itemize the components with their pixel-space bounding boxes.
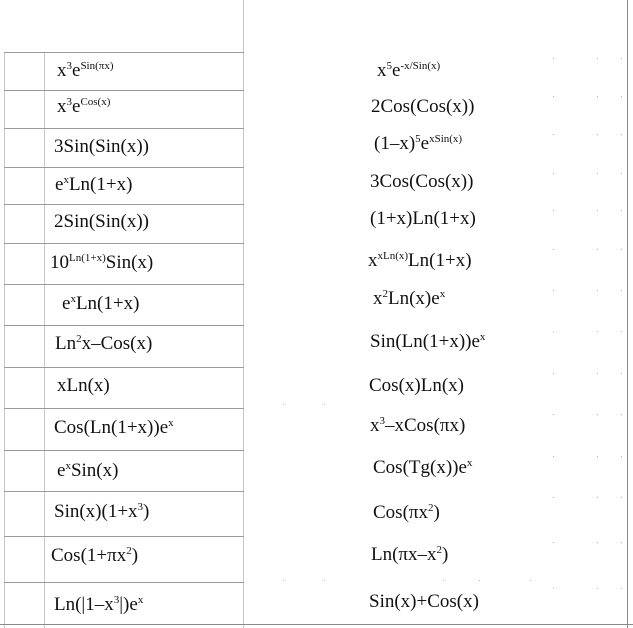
grid-dot: [597, 96, 598, 97]
formula-text: 2Cos(Cos(x)): [371, 96, 475, 117]
grid-dot: [621, 290, 622, 291]
formula-superscript: 2: [436, 544, 443, 556]
grid-dot: [597, 58, 598, 59]
formula-text: 2Sin(Sin(x)): [54, 211, 149, 232]
formula-superscript: xLn(x): [377, 250, 409, 262]
row-separator: [4, 204, 244, 205]
formula-text: e: [72, 60, 81, 81]
formula-text: e: [55, 174, 64, 195]
formula-text: 3Cos(Cos(x)): [370, 171, 474, 192]
formula-text: ): [131, 545, 139, 566]
row-separator: [4, 284, 244, 285]
formula-text: x: [57, 60, 67, 81]
formula-cell-right: [373, 458, 472, 477]
formula-cell-right: [369, 376, 464, 395]
grid-dot: [553, 134, 554, 135]
grid-dot: [621, 456, 622, 457]
grid-dot: [597, 588, 598, 589]
grid-dot: [597, 414, 598, 415]
formula-cell-left: [51, 546, 138, 565]
grid-dot: [553, 290, 554, 291]
grid-dot: [597, 173, 598, 174]
formula-cell-right: [377, 61, 440, 80]
row-separator: [4, 367, 244, 368]
formula-superscript: 5: [386, 60, 392, 72]
formula-superscript: x: [63, 174, 69, 186]
grid-vline: [44, 52, 45, 628]
formula-text: (1–x): [374, 133, 416, 154]
grid-dot: [597, 134, 598, 135]
formula-superscript: x: [168, 417, 174, 429]
formula-superscript: x: [65, 460, 71, 472]
formula-text: Ln(1+x): [68, 174, 133, 195]
formula-text: Ln(|1–x: [54, 594, 114, 615]
formula-cell-left: [50, 253, 153, 272]
grid-dot: [621, 96, 622, 97]
grid-dot: [479, 580, 480, 581]
formula-superscript: 2: [76, 333, 82, 345]
formula-superscript: Ln(1+x): [69, 252, 106, 264]
row-separator: [4, 52, 244, 53]
formula-superscript: 2: [382, 288, 388, 300]
formula-cell-right: [373, 503, 440, 522]
formula-cell-right: [370, 209, 476, 228]
formula-superscript: 3: [66, 96, 72, 108]
grid-dot: [621, 173, 622, 174]
grid-dot: [621, 588, 622, 589]
formula-superscript: Cos(x): [80, 96, 111, 108]
formula-cell-left: [54, 502, 149, 521]
grid-dot: [283, 580, 284, 581]
formula-superscript: 3: [137, 501, 144, 513]
formula-superscript: 2: [428, 502, 434, 514]
formula-text: e: [72, 96, 81, 117]
grid-vline: [627, 0, 628, 628]
grid-dot: [621, 210, 622, 211]
formula-cell-left: [54, 418, 174, 437]
grid-dot: [553, 96, 554, 97]
formula-text: –xCos(πx): [385, 415, 466, 436]
grid-dot: [553, 373, 554, 374]
grid-dot: [324, 580, 325, 581]
formula-text: Cos(x)Ln(x): [369, 375, 464, 396]
grid-dot: [597, 497, 598, 498]
formula-cell-left: [57, 376, 110, 395]
grid-hline: [0, 624, 633, 625]
formula-cell-right: [370, 172, 473, 191]
formula-text: e: [62, 293, 71, 314]
formula-cell-left: [55, 175, 132, 194]
formula-text: Ln(1+x): [408, 250, 472, 271]
row-separator: [4, 243, 244, 244]
formula-text: e: [392, 60, 401, 81]
formula-cell-right: [370, 332, 485, 351]
formula-text: x: [373, 288, 383, 309]
grid-dot: [553, 58, 554, 59]
formula-cell-right: [369, 592, 479, 611]
row-separator: [4, 450, 244, 451]
grid-dot: [553, 542, 554, 543]
formula-superscript: x: [466, 457, 473, 469]
grid-dot: [553, 588, 554, 589]
grid-vline: [4, 52, 5, 628]
grid-dot: [443, 580, 444, 581]
formula-text: Sin(Ln(1+x))e: [370, 331, 480, 352]
formula-cell-right: [373, 289, 445, 308]
formula-superscript: x: [137, 594, 144, 606]
formula-text: Sin(x): [70, 460, 119, 481]
formula-superscript: 3: [66, 60, 72, 72]
formula-text: xLn(x): [57, 375, 110, 396]
grid-dot: [553, 173, 554, 174]
grid-dot: [530, 580, 531, 581]
formula-text: x: [57, 96, 67, 117]
formula-text: Cos(πx: [373, 502, 428, 523]
formula-text: Ln(x)e: [388, 288, 440, 309]
formula-cell-left: [54, 137, 149, 156]
grid-dot: [597, 331, 598, 332]
formula-text: Sin(x)+Cos(x): [369, 591, 479, 612]
formula-text: Ln(1+x): [75, 293, 140, 314]
row-separator: [4, 90, 244, 91]
formula-text: Cos(Tg(x))e: [373, 457, 467, 478]
row-separator: [4, 582, 244, 583]
row-separator: [4, 408, 244, 409]
formula-text: ): [433, 502, 440, 523]
grid-dot: [597, 456, 598, 457]
grid-dot: [621, 249, 622, 250]
grid-vline: [243, 0, 244, 628]
row-separator: [4, 167, 244, 168]
grid-dot: [553, 456, 554, 457]
formula-superscript: x: [439, 288, 446, 300]
formula-superscript: Sin(πx): [80, 60, 114, 72]
grid-dot: [324, 404, 325, 405]
grid-dot: [553, 331, 554, 332]
formula-text: |)e: [119, 594, 138, 615]
formula-cell-left: [57, 461, 118, 480]
formula-superscript: 2: [126, 545, 132, 557]
formula-cell-right: [371, 97, 474, 116]
grid-dot: [283, 404, 284, 405]
formula-superscript: x: [70, 293, 76, 305]
formula-text: e: [57, 460, 66, 481]
formula-text: 3Sin(Sin(x)): [54, 136, 149, 157]
grid-dot: [597, 290, 598, 291]
grid-dot: [621, 58, 622, 59]
formula-superscript: xSin(x): [429, 133, 463, 145]
formula-cell-right: [371, 545, 448, 564]
formula-superscript: 3: [379, 415, 385, 427]
grid-dot: [621, 542, 622, 543]
formula-text: Sin(x): [105, 252, 154, 273]
grid-dot: [621, 331, 622, 332]
formula-cell-left: [57, 61, 114, 80]
formula-text: Ln: [55, 333, 77, 354]
formula-cell-left: [62, 294, 139, 313]
formula-superscript: -x/Sin(x): [400, 60, 441, 72]
formula-superscript: x: [479, 331, 486, 343]
row-separator: [4, 491, 244, 492]
formula-text: x: [377, 60, 387, 81]
formula-text: e: [420, 133, 430, 154]
formula-text: Ln(πx–x: [371, 544, 437, 565]
formula-text: Sin(x)(1+x: [54, 501, 138, 522]
row-separator: [4, 536, 244, 537]
grid-dot: [553, 210, 554, 211]
grid-dot: [597, 542, 598, 543]
formula-text: x: [368, 250, 378, 271]
row-separator: [4, 128, 244, 129]
grid-dot: [597, 373, 598, 374]
formula-text: Cos(1+πx: [51, 545, 127, 566]
formula-text: x–Cos(x): [81, 333, 153, 354]
formula-cell-right: [368, 251, 472, 270]
formula-cell-right: [370, 416, 465, 435]
formula-cell-left: [55, 334, 152, 353]
formula-text: ): [143, 501, 150, 522]
grid-dot: [553, 414, 554, 415]
grid-dot: [621, 497, 622, 498]
formula-text: x: [370, 415, 380, 436]
formula-cell-right: [374, 134, 462, 153]
grid-dot: [597, 249, 598, 250]
grid-dot: [553, 249, 554, 250]
formula-superscript: 5: [415, 133, 421, 145]
formula-cell-left: [54, 212, 149, 231]
formula-text: (1+x)Ln(1+x): [370, 208, 476, 229]
formula-text: ): [442, 544, 449, 565]
grid-dot: [597, 210, 598, 211]
formula-superscript: 3: [113, 594, 120, 606]
grid-dot: [553, 497, 554, 498]
formula-cell-left: [57, 97, 110, 116]
grid-dot: [621, 373, 622, 374]
formula-cell-left: [54, 595, 143, 614]
row-separator: [4, 325, 244, 326]
grid-dot: [621, 134, 622, 135]
grid-dot: [621, 414, 622, 415]
formula-text: Cos(Ln(1+x))e: [54, 417, 169, 438]
formula-text: 10: [50, 252, 69, 273]
